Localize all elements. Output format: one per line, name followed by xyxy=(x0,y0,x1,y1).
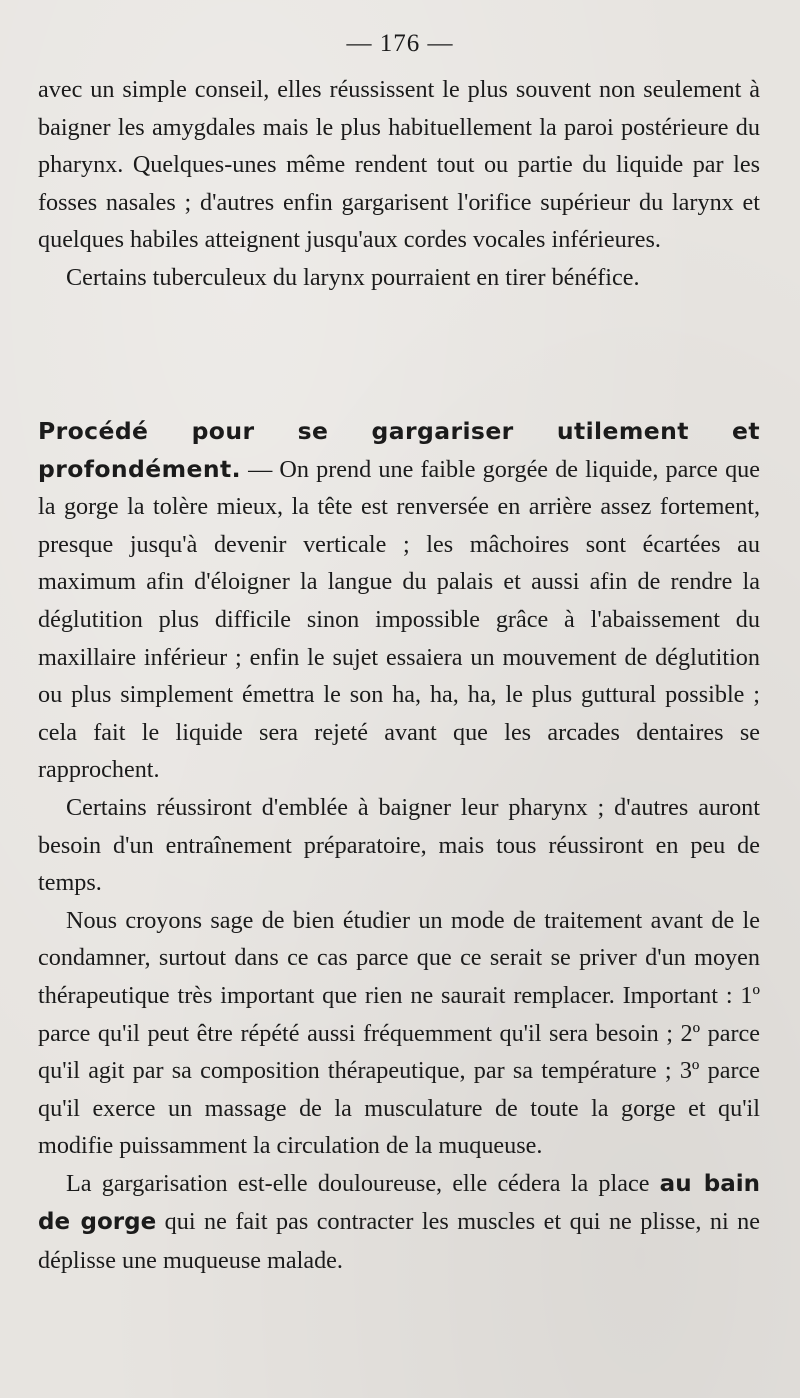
paragraph-importance: Nous croyons sage de bien étudier un mode de traitement avant de le condamner, surtout dans ce cas parce que ce serait se priver d'un moyen thérapeutique très important que rien ne saurait remplacer. Important : 1º parce qu'il peut être répété aussi fréquemment qu'il sera besoin ; 2º parce qu'il agit par sa composition thérapeutique, par sa température ; 3º parce qu'il exerce un massage de la musculature de toute la gorge et qu'il modifie puissamment la circulation de la muqueuse. xyxy=(38,906,760,1160)
throat-bath-term: au bain de gorge xyxy=(38,1170,760,1236)
throat-bath-start: La gargarisation est-elle douloureuse, elle cédera la place xyxy=(66,1169,660,1197)
paragraph-tuberculosis-note: Certains tuberculeux du larynx pourraient en tirer bénéfice. xyxy=(66,263,640,291)
text-block-top xyxy=(38,71,760,297)
text-block-main xyxy=(38,413,760,1280)
procedure-body: — On prend une faible gorgée de liquide, parce que la gorge la tolère mieux, la tête est renversée en arrière assez fortement, presque jusqu'à devenir verticale ; les mâchoires sont écartées au maximum afin d'éloigner la langue du palais et aussi afin de rendre la déglutition plus difficile sinon impossible grâce à l'abaissement du maxillaire inférieur ; enfin le sujet essaiera un mouvement de déglutition ou plus simplement émettra le son ha, ha, ha, le plus guttural possible ; cela fait le liquide sera rejeté avant que les arcades dentaires se rapprochent. xyxy=(38,455,760,784)
paragraph-throat-bath xyxy=(38,1165,760,1280)
paragraph-success: Certains réussiront d'emblée à baigner leur pharynx ; d'autres auront besoin d'un entraînement préparatoire, mais tous réussiront en peu de temps. xyxy=(38,793,760,897)
page-number: — 176 — xyxy=(346,30,454,57)
paragraph-gargling-reach: avec un simple conseil, elles réussissent le plus souvent non seulement à baigner les amygdales mais le plus habituellement la paroi postérieure du pharynx. Quelques-unes même rendent tout ou partie du liquide par les fosses nasales ; d'autres enfin gargarisent l'orifice supérieur du larynx et quelques habiles atteignent jusqu'aux cordes vocales inférieures. xyxy=(38,76,760,254)
paragraph-procedure xyxy=(38,413,760,789)
section-title: Procédé pour se gargariser utilement et profondément. xyxy=(38,417,760,483)
throat-bath-end: qui ne fait pas contracter les muscles et qui ne plisse, ni ne déplisse une muqueuse malade. xyxy=(38,1208,760,1275)
